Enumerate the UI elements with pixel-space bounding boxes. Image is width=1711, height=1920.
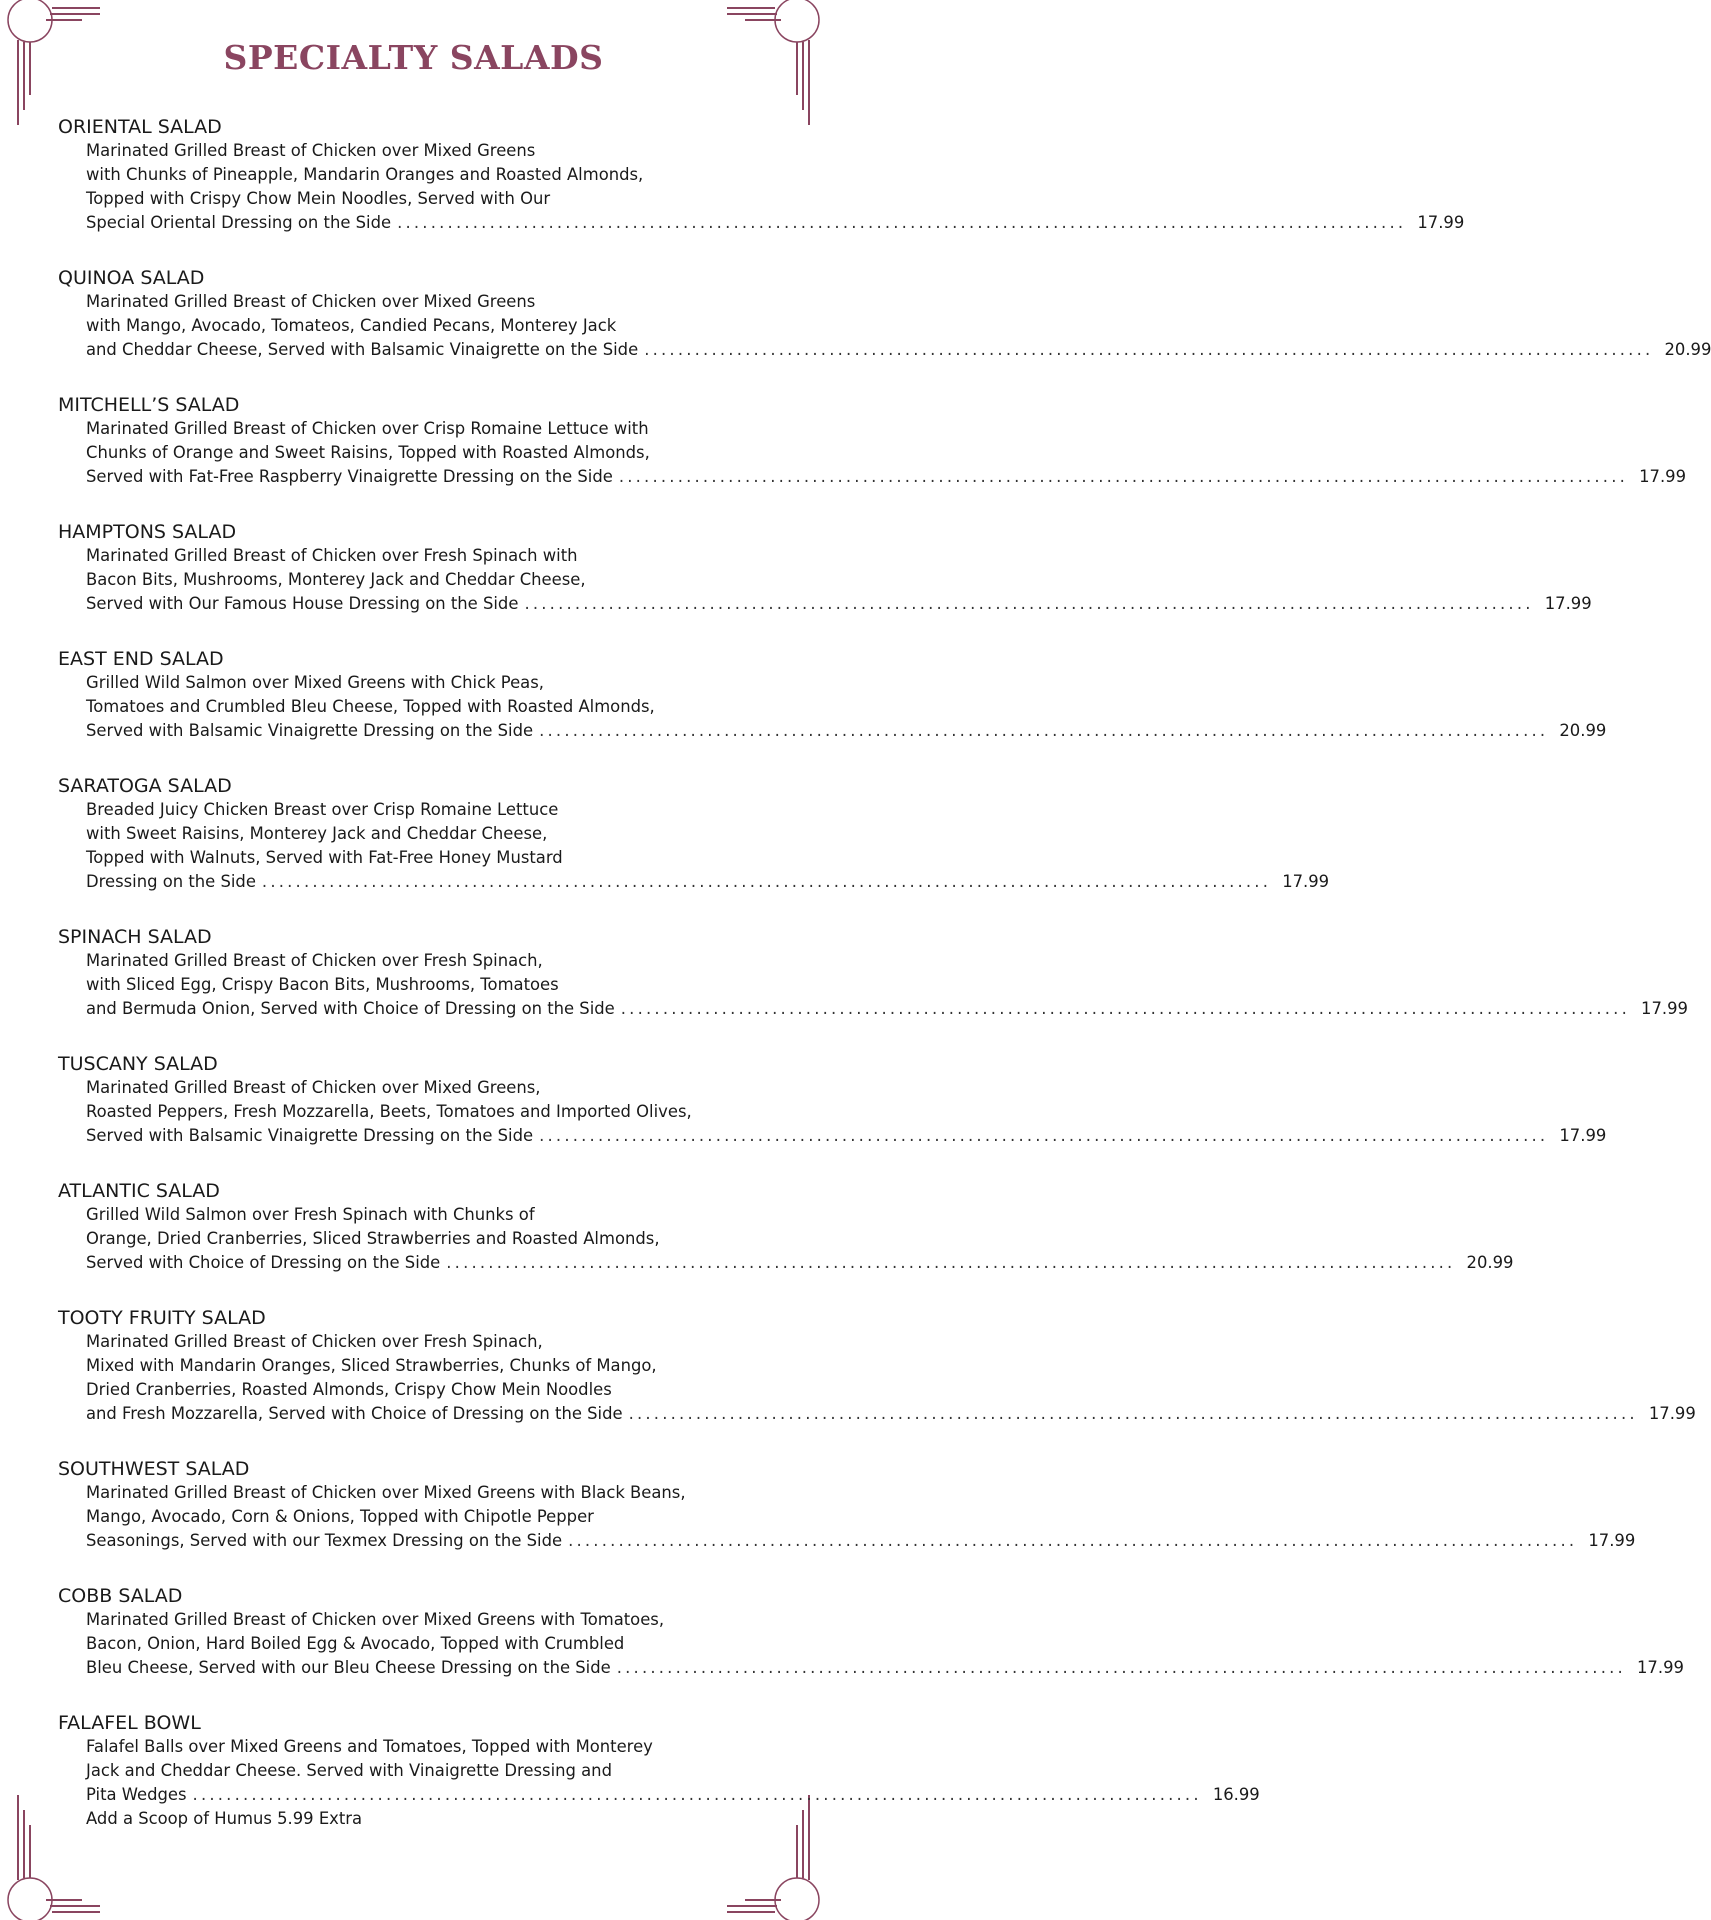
description-last-line <box>86 1529 1636 1553</box>
description-last-line <box>86 338 1711 362</box>
item-name: SOUTHWEST SALAD <box>58 1458 250 1480</box>
dot-leader: ........................................................................................................................ <box>539 1126 1549 1145</box>
description-line: Seasonings, Served with our Texmex Dressing on the Side <box>86 1531 563 1550</box>
item-extra-note: Add a Scoop of Humus 5.99 Extra <box>86 1809 363 1828</box>
item-description <box>58 417 1687 489</box>
description-line: Topped with Walnuts, Served with Fat-Free Honey Mustard <box>86 848 563 867</box>
item-name: ATLANTIC SALAD <box>58 1180 220 1202</box>
menu-item <box>58 925 1688 1021</box>
description-line: Topped with Crispy Chow Mein Noodles, Served with Our <box>86 189 551 208</box>
description-line: Served with Our Famous House Dressing on the Side <box>86 594 519 613</box>
item-description <box>58 1330 1696 1426</box>
description-line: Orange, Dried Cranberries, Sliced Strawberries and Roasted Almonds, <box>86 1229 660 1248</box>
item-price: 20.99 <box>1559 721 1607 740</box>
description-line: with Mango, Avocado, Tomateos, Candied Pecans, Monterey Jack <box>86 316 617 335</box>
description-line: Served with Fat-Free Raspberry Vinaigrette Dressing on the Side <box>86 467 613 486</box>
description-line: Bleu Cheese, Served with our Bleu Cheese Dressing on the Side <box>86 1658 611 1677</box>
description-line: with Sliced Egg, Crispy Bacon Bits, Mushrooms, Tomatoes <box>86 975 559 994</box>
description-last-line <box>86 1783 1260 1807</box>
description-line: Breaded Juicy Chicken Breast over Crisp Romaine Lettuce <box>86 800 559 819</box>
menu-item <box>58 1584 1684 1680</box>
dot-leader: ........................................................................................................................ <box>644 340 1654 359</box>
description-last-line <box>86 1656 1684 1680</box>
item-name: HAMPTONS SALAD <box>58 521 237 543</box>
menu-item <box>58 1457 1636 1553</box>
item-price: 17.99 <box>1639 467 1687 486</box>
menu-list <box>58 115 1711 1862</box>
description-line: Marinated Grilled Breast of Chicken over Mixed Greens, <box>86 1078 541 1097</box>
item-name: COBB SALAD <box>58 1585 183 1607</box>
menu-item <box>58 266 1711 362</box>
description-line: Jack and Cheddar Cheese. Served with Vinaigrette Dressing and <box>86 1761 612 1780</box>
dot-leader: ........................................................................................................................ <box>539 721 1549 740</box>
description-line: and Fresh Mozzarella, Served with Choice of Dressing on the Side <box>86 1404 623 1423</box>
description-last-line <box>86 719 1607 743</box>
page-title: SPECIALTY SALADS <box>223 38 604 77</box>
description-line: Marinated Grilled Breast of Chicken over Crisp Romaine Lettuce with <box>86 419 649 438</box>
item-price: 17.99 <box>1417 213 1465 232</box>
item-description <box>58 1076 1607 1148</box>
description-line: Chunks of Orange and Sweet Raisins, Topped with Roasted Almonds, <box>86 443 650 462</box>
item-description <box>58 139 1465 235</box>
item-description <box>58 1203 1514 1275</box>
menu-item <box>58 393 1687 489</box>
dot-leader: ........................................................................................................................ <box>568 1531 1578 1550</box>
description-line: Grilled Wild Salmon over Mixed Greens with Chick Peas, <box>86 673 544 692</box>
description-line: with Chunks of Pineapple, Mandarin Oranges and Roasted Almonds, <box>86 165 644 184</box>
dot-leader: ........................................................................................................................ <box>446 1253 1456 1272</box>
description-line: Pita Wedges <box>86 1785 187 1804</box>
menu-item <box>58 774 1330 894</box>
dot-leader: ........................................................................................................................ <box>628 1404 1638 1423</box>
description-line: Marinated Grilled Breast of Chicken over Mixed Greens with Tomatoes, <box>86 1610 665 1629</box>
item-description <box>58 1735 1260 1831</box>
menu-item <box>58 1711 1260 1831</box>
item-name: SPINACH SALAD <box>58 926 212 948</box>
item-description <box>58 290 1711 362</box>
description-last-line <box>86 1251 1514 1275</box>
item-name: TUSCANY SALAD <box>58 1053 218 1075</box>
item-name: TOOTY FRUITY SALAD <box>58 1307 266 1329</box>
item-name: MITCHELL’S SALAD <box>58 394 240 416</box>
description-last-line <box>86 997 1688 1021</box>
description-line: Mixed with Mandarin Oranges, Sliced Strawberries, Chunks of Mango, <box>86 1356 657 1375</box>
item-name: EAST END SALAD <box>58 648 224 670</box>
description-line: Roasted Peppers, Fresh Mozzarella, Beets, Tomatoes and Imported Olives, <box>86 1102 692 1121</box>
description-last-line <box>86 211 1465 235</box>
dot-leader: ........................................................................................................................ <box>397 213 1407 232</box>
item-price: 17.99 <box>1648 1404 1696 1423</box>
item-name: FALAFEL BOWL <box>58 1712 201 1734</box>
description-line: Mango, Avocado, Corn & Onions, Topped with Chipotle Pepper <box>86 1507 594 1526</box>
dot-leader: ........................................................................................................................ <box>616 1658 1626 1677</box>
item-price: 16.99 <box>1212 1785 1260 1804</box>
item-price: 17.99 <box>1588 1531 1636 1550</box>
description-line: Dried Cranberries, Roasted Almonds, Crispy Chow Mein Noodles <box>86 1380 612 1399</box>
description-last-line <box>86 1402 1696 1426</box>
item-description <box>58 798 1330 894</box>
item-name: SARATOGA SALAD <box>58 775 232 797</box>
item-description <box>58 949 1688 1021</box>
item-description <box>58 1481 1636 1553</box>
menu-item <box>58 647 1607 743</box>
description-line: Served with Balsamic Vinaigrette Dressing on the Side <box>86 1126 534 1145</box>
menu-item <box>58 1052 1607 1148</box>
description-line: Bacon, Onion, Hard Boiled Egg & Avocado, Topped with Crumbled <box>86 1634 625 1653</box>
description-line: Marinated Grilled Breast of Chicken over Mixed Greens with Black Beans, <box>86 1483 686 1502</box>
item-price: 20.99 <box>1664 340 1711 359</box>
menu-item <box>58 1306 1696 1426</box>
menu-item <box>58 115 1465 235</box>
description-line: Marinated Grilled Breast of Chicken over Mixed Greens <box>86 141 536 160</box>
item-description <box>58 1608 1684 1680</box>
description-last-line <box>86 1124 1607 1148</box>
description-line: Falafel Balls over Mixed Greens and Tomatoes, Topped with Monterey <box>86 1737 653 1756</box>
description-line: Marinated Grilled Breast of Chicken over Fresh Spinach, <box>86 1332 543 1351</box>
menu-item <box>58 520 1592 616</box>
item-description <box>58 671 1607 743</box>
description-line: Marinated Grilled Breast of Chicken over Mixed Greens <box>86 292 536 311</box>
description-last-line <box>86 870 1330 894</box>
item-price: 17.99 <box>1637 1658 1684 1677</box>
description-line: Served with Balsamic Vinaigrette Dressing on the Side <box>86 721 534 740</box>
item-price: 20.99 <box>1466 1253 1514 1272</box>
description-line: and Cheddar Cheese, Served with Balsamic Vinaigrette on the Side <box>86 340 639 359</box>
description-line: Dressing on the Side <box>86 872 256 891</box>
description-line: Marinated Grilled Breast of Chicken over Fresh Spinach, <box>86 951 543 970</box>
item-description <box>58 544 1592 616</box>
dot-leader: ........................................................................................................................ <box>618 467 1629 486</box>
description-line: with Sweet Raisins, Monterey Jack and Cheddar Cheese, <box>86 824 548 843</box>
dot-leader: ........................................................................................................................ <box>261 872 1272 891</box>
description-line: Bacon Bits, Mushrooms, Monterey Jack and Cheddar Cheese, <box>86 570 586 589</box>
description-line: and Bermuda Onion, Served with Choice of Dressing on the Side <box>86 999 615 1018</box>
item-name: ORIENTAL SALAD <box>58 116 222 138</box>
item-price: 17.99 <box>1544 594 1592 613</box>
item-price: 17.99 <box>1641 999 1688 1018</box>
description-line: Served with Choice of Dressing on the Side <box>86 1253 441 1272</box>
item-price: 17.99 <box>1282 872 1330 891</box>
description-last-line <box>86 592 1592 616</box>
dot-leader: ........................................................................................................................ <box>620 999 1630 1018</box>
description-last-line <box>86 465 1687 489</box>
item-name: QUINOA SALAD <box>58 267 205 289</box>
description-line: Tomatoes and Crumbled Bleu Cheese, Topped with Roasted Almonds, <box>86 697 655 716</box>
description-line: Special Oriental Dressing on the Side <box>86 213 392 232</box>
description-line: Grilled Wild Salmon over Fresh Spinach with Chunks of <box>86 1205 535 1224</box>
menu-item <box>58 1179 1514 1275</box>
dot-leader: ........................................................................................................................ <box>192 1785 1202 1804</box>
item-price: 17.99 <box>1559 1126 1607 1145</box>
dot-leader: ........................................................................................................................ <box>524 594 1534 613</box>
description-line: Marinated Grilled Breast of Chicken over Fresh Spinach with <box>86 546 578 565</box>
